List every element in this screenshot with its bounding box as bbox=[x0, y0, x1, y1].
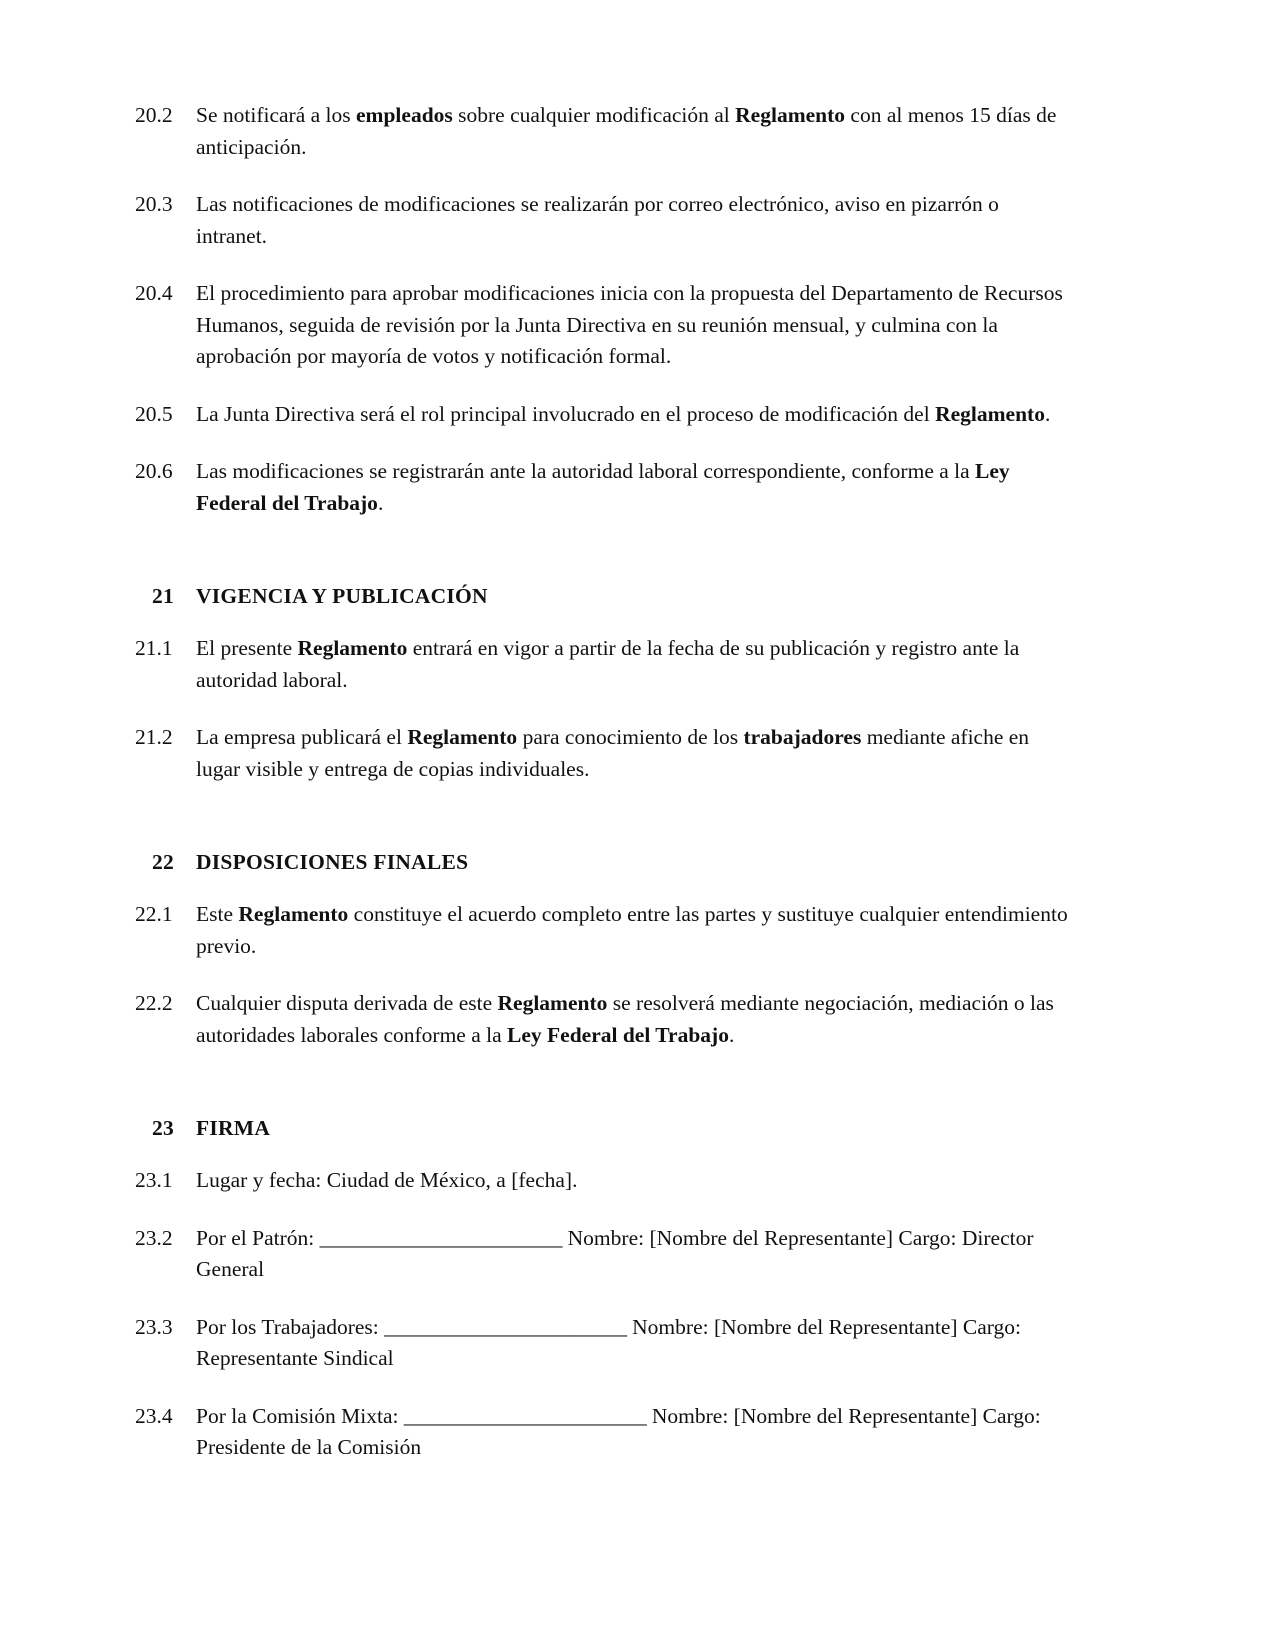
clause-text bbox=[196, 278, 1070, 373]
body-text-run: . bbox=[1044, 401, 1051, 426]
clause-number: 20.4 bbox=[135, 281, 173, 305]
clause-text bbox=[196, 100, 1070, 163]
body-text-run: constituye el acuerdo completo entre las partes y sustituye cualquier entendimiento previo. bbox=[196, 902, 1068, 958]
clause-item bbox=[135, 1165, 1070, 1197]
emphasized-term: Reglamento bbox=[735, 103, 846, 127]
body-text-run: Las modificaciones se registrarán ante la autoridad laboral correspondiente, conforme a la bbox=[196, 459, 976, 483]
section-heading-number: 21 bbox=[152, 584, 174, 608]
body-text-run: . bbox=[377, 490, 384, 515]
document-body bbox=[135, 100, 1070, 1464]
clause-text bbox=[196, 399, 1070, 431]
clause-text bbox=[196, 722, 1070, 785]
emphasized-term: Reglamento bbox=[497, 991, 608, 1015]
signature-blank-line: _______________________ bbox=[403, 1403, 647, 1428]
clause-number: 23.2 bbox=[135, 1225, 173, 1250]
clause-item bbox=[135, 1401, 1070, 1464]
emphasized-term: empleados bbox=[356, 103, 453, 127]
emphasized-term: Ley Federal del Trabajo bbox=[507, 1022, 729, 1047]
clause-item bbox=[135, 456, 1070, 519]
body-text-run: Por la Comisión Mixta: bbox=[196, 1403, 404, 1428]
clause-item bbox=[135, 1223, 1070, 1286]
body-text-run: Nombre: [Nombre del Representante] Cargo: Director General bbox=[196, 1225, 1034, 1281]
body-text-run: La empresa publicará el bbox=[196, 725, 408, 749]
clause-item bbox=[135, 399, 1070, 431]
body-text-run: se resolverá mediante negociación, mediación o las autoridades laborales conforme a la bbox=[196, 991, 1054, 1047]
body-text-run: para conocimiento de los bbox=[517, 725, 744, 749]
body-text-run: Las notificaciones de modificaciones se realizarán por correo electrónico, aviso en pizarrón o intranet. bbox=[196, 192, 999, 248]
body-text-run: mediante afiche en lugar visible y entrega de copias individuales. bbox=[196, 725, 1030, 781]
body-text-run: Por el Patrón: bbox=[196, 1225, 320, 1250]
section-heading bbox=[135, 1077, 1070, 1165]
body-text-run: Por los Trabajadores: bbox=[196, 1314, 385, 1339]
body-text-run: Este bbox=[196, 902, 239, 926]
clause-item bbox=[135, 722, 1070, 785]
clause-number: 21.2 bbox=[135, 725, 173, 749]
clause-item bbox=[135, 189, 1070, 252]
emphasized-term: Reglamento bbox=[935, 401, 1045, 426]
clause-item bbox=[135, 899, 1070, 962]
section-heading-title: DISPOSICIONES FINALES bbox=[196, 850, 469, 874]
signature-blank-line: _______________________ bbox=[384, 1314, 627, 1339]
emphasized-term: trabajadores bbox=[743, 725, 862, 749]
clause-item bbox=[135, 278, 1070, 373]
emphasized-term: Reglamento bbox=[297, 636, 408, 660]
body-text-run: Lugar y fecha: Ciudad de México, a [fecha]. bbox=[196, 1168, 578, 1192]
body-text-run: El presente bbox=[196, 636, 298, 660]
section-heading-number: 22 bbox=[152, 850, 174, 874]
clause-text bbox=[196, 1165, 1070, 1197]
body-text-run: El procedimiento para aprobar modificaciones inicia con la propuesta del Departamento de Recursos Humanos, seguida de revisión por la Junta Directiva en su reunión mensual, y culmina con la aprobación por mayoría de votos y notificación formal. bbox=[196, 281, 1063, 368]
clause-text bbox=[196, 1312, 1070, 1375]
body-text-run: sobre cualquier modificación al bbox=[452, 103, 736, 127]
body-text-run: La Junta Directiva será el rol principal involucrado en el proceso de modificación del bbox=[196, 401, 936, 426]
body-text-run: Nombre: [Nombre del Representante] Cargo: Representante Sindical bbox=[196, 1314, 1022, 1370]
body-text-run: . bbox=[728, 1022, 735, 1047]
clause-text bbox=[196, 456, 1070, 519]
section-heading bbox=[135, 811, 1070, 899]
clause-text bbox=[196, 899, 1070, 962]
clause-number: 23.3 bbox=[135, 1314, 173, 1339]
clause-item bbox=[135, 100, 1070, 163]
emphasized-term: Reglamento bbox=[238, 902, 349, 926]
body-text-run: entrará en vigor a partir de la fecha de su publicación y registro ante la autoridad laboral. bbox=[196, 636, 1020, 692]
clause-number: 23.4 bbox=[135, 1403, 173, 1428]
body-text-run: con al menos 15 días de anticipación. bbox=[196, 103, 1057, 159]
clause-item bbox=[135, 988, 1070, 1051]
clause-number: 20.5 bbox=[135, 401, 173, 426]
emphasized-term: Ley Federal del Trabajo bbox=[196, 459, 1010, 515]
clause-number: 20.6 bbox=[135, 459, 173, 483]
body-text-run: Nombre: [Nombre del Representante] Cargo: Presidente de la Comisión bbox=[196, 1403, 1041, 1459]
clause-text bbox=[196, 1223, 1070, 1286]
section-heading-title: VIGENCIA Y PUBLICACIÓN bbox=[196, 584, 488, 608]
section-heading-title: FIRMA bbox=[196, 1116, 271, 1140]
clause-text bbox=[196, 189, 1070, 252]
clause-text bbox=[196, 988, 1070, 1051]
body-text-run: Se notificará a los bbox=[196, 103, 357, 127]
clause-item bbox=[135, 1312, 1070, 1375]
clause-number: 20.3 bbox=[135, 192, 173, 216]
clause-item bbox=[135, 633, 1070, 696]
clause-number: 20.2 bbox=[135, 103, 173, 127]
body-text-run: Cualquier disputa derivada de este bbox=[196, 991, 498, 1015]
section-heading-number: 23 bbox=[152, 1116, 174, 1140]
emphasized-term: Reglamento bbox=[407, 725, 518, 749]
clause-number: 22.1 bbox=[135, 902, 173, 926]
clause-number: 21.1 bbox=[135, 636, 173, 660]
signature-blank-line: _______________________ bbox=[319, 1225, 563, 1250]
clause-text bbox=[196, 1401, 1070, 1464]
clause-number: 23.1 bbox=[135, 1168, 173, 1192]
section-heading bbox=[135, 545, 1070, 633]
clause-number: 22.2 bbox=[135, 991, 173, 1015]
clause-text bbox=[196, 633, 1070, 696]
